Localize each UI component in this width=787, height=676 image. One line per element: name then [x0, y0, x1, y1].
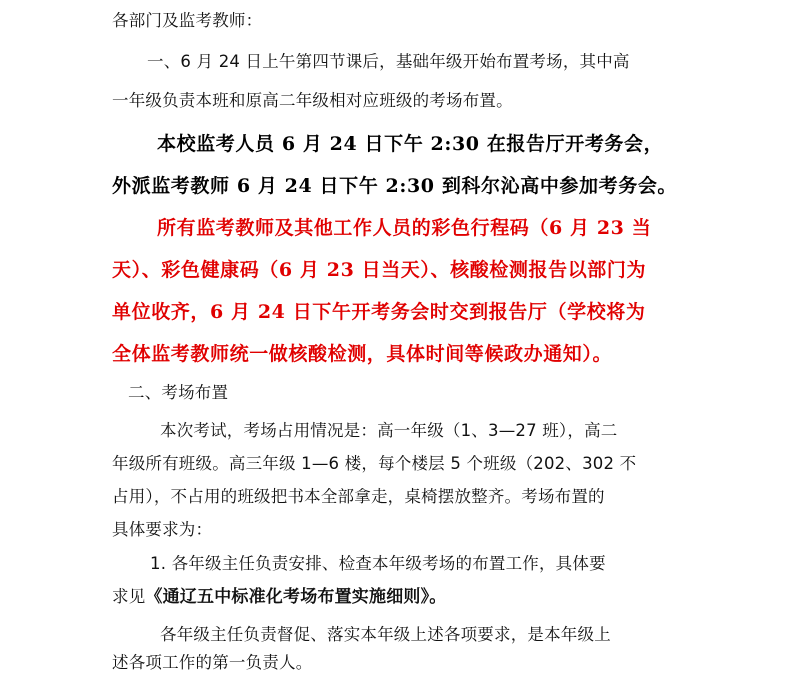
paragraph-3-line-4: 全体监考教师统一做核酸检测，具体时间等候政办通知）。: [112, 343, 613, 365]
regulation-title: 《通辽五中标准化考场布置实施细则》。: [145, 587, 447, 607]
paragraph-5-line-1: 1. 各年级主任负责安排、检查本年级考场的布置工作，具体要: [150, 554, 606, 573]
salutation: 各部门及监考教师：: [112, 11, 263, 30]
paragraph-4-line-2: 年级所有班级。高三年级 1—6 楼，每个楼层 5 个班级（202、302 不: [112, 454, 637, 473]
paragraph-3-line-3: 单位收齐，6 月 24 日下午开考务会时交到报告厅（学校将为: [112, 301, 646, 323]
paragraph-2-line-1: 本校监考人员 6 月 24 日下午 2:30 在报告厅开考务会，: [157, 133, 664, 155]
section-2-heading: 二、考场布置: [128, 383, 229, 402]
paragraph-3-line-2: 天）、彩色健康码（6 月 23 日当天）、核酸检测报告以部门为: [112, 259, 647, 281]
paragraph-4-line-1: 本次考试，考场占用情况是：高一年级（1、3—27 班），高二: [160, 421, 618, 440]
paragraph-1-line-1: 一、6 月 24 日上午第四节课后，基础年级开始布置考场，其中高: [147, 52, 630, 71]
paragraph-4-line-3: 占用），不占用的班级把书本全部拿走，桌椅摆放整齐。考场布置的: [112, 487, 605, 506]
paragraph-1-line-2: 一年级负责本班和原高二年级相对应班级的考场布置。: [112, 91, 513, 110]
paragraph-5-line-2: [112, 586, 447, 608]
paragraph-2-line-2: 外派监考教师 6 月 24 日下午 2:30 到科尔沁高中参加考务会。: [112, 175, 678, 197]
paragraph-4-line-4: 具体要求为：: [112, 520, 213, 539]
paragraph-5-line-2-prefix: 求见: [112, 587, 146, 606]
paragraph-6-line-1: 各年级主任负责督促、落实本年级上述各项要求，是本年级上: [160, 625, 611, 644]
paragraph-6-line-2: 述各项工作的第一负责人。: [112, 653, 313, 672]
paragraph-3-line-1: 所有监考教师及其他工作人员的彩色行程码（6 月 23 当: [157, 217, 652, 239]
